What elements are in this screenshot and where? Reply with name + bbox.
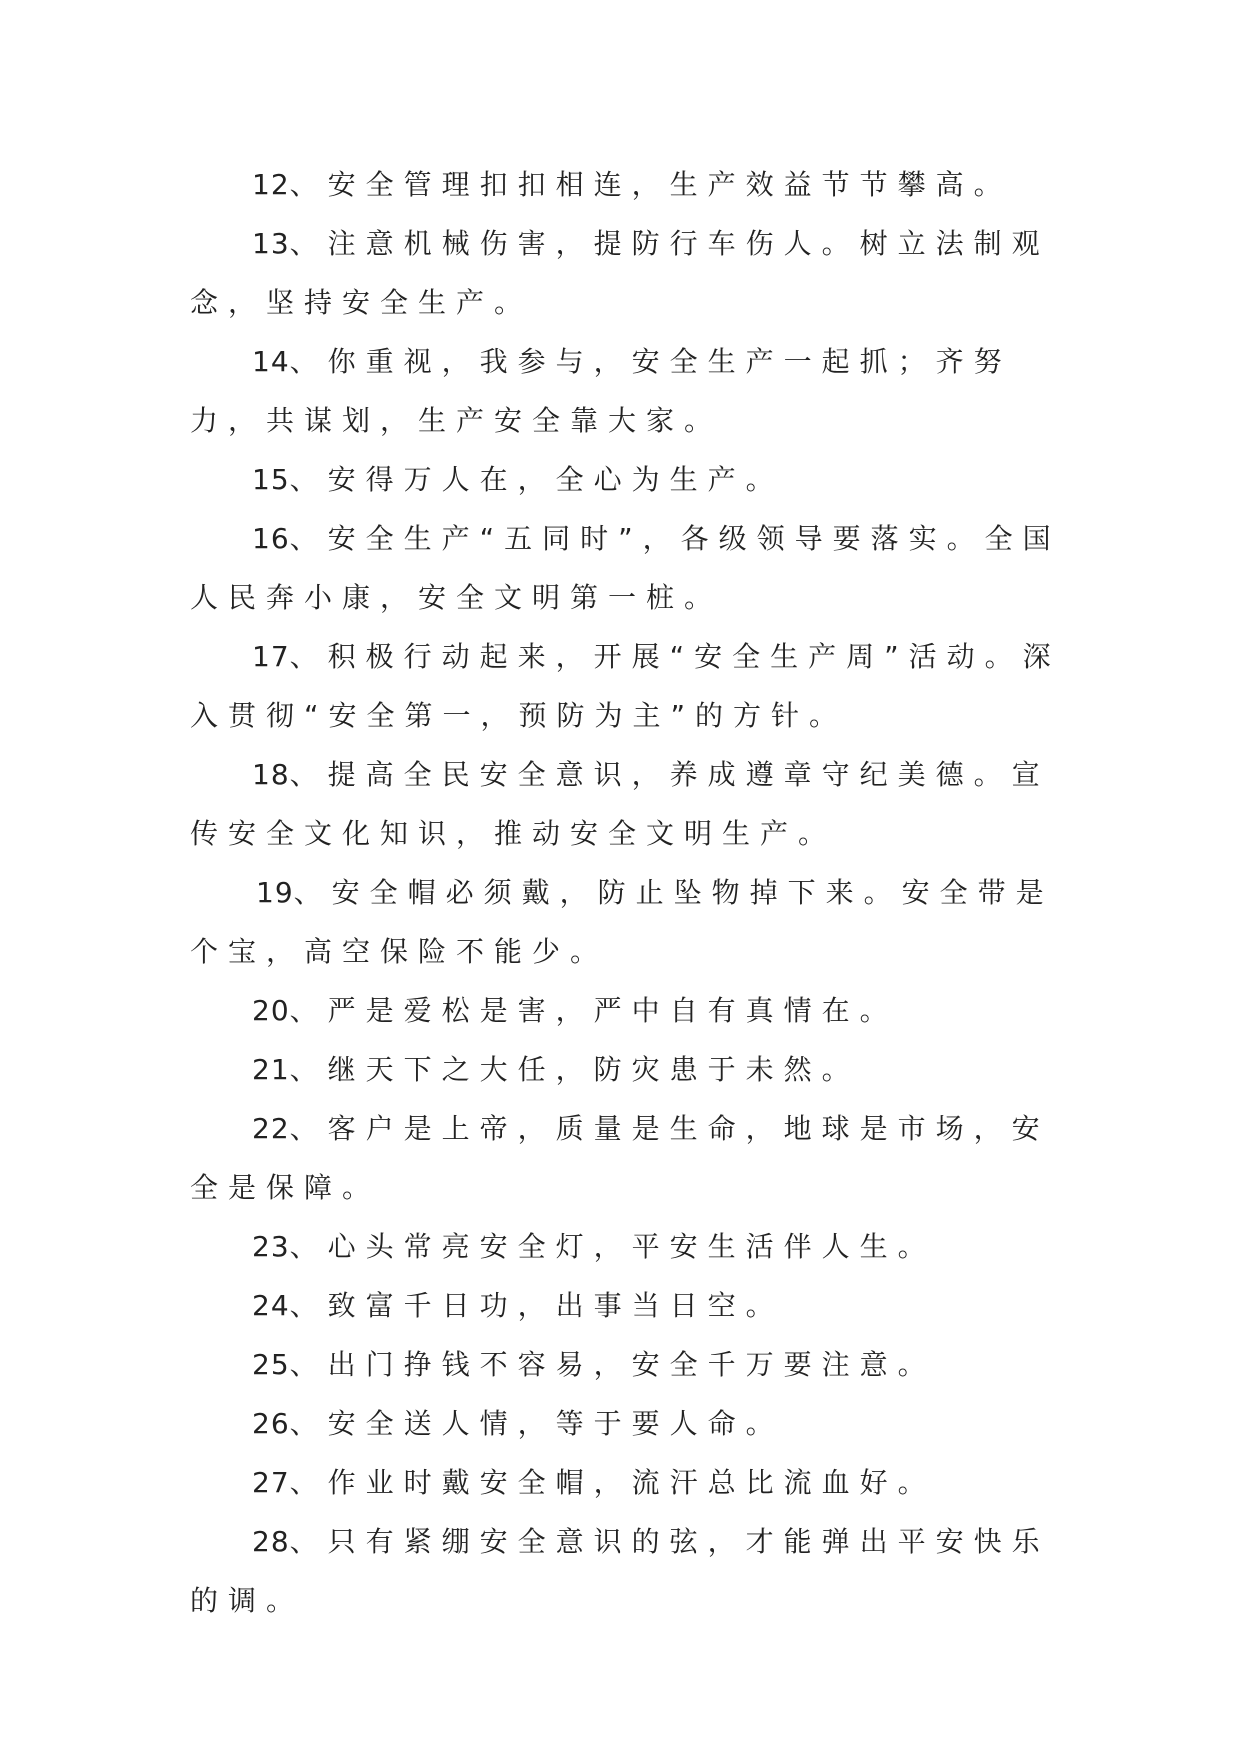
document-body (190, 155, 1070, 1630)
item-text: 、安全管理扣扣相连，生产效益节节攀高。 (289, 168, 1012, 201)
list-item (190, 509, 1070, 627)
item-text: 、只有紧绷安全意识的弦，才能弹出平安快乐的调。 (190, 1525, 1050, 1617)
item-text: 、注意机械伤害，提防行车伤人。树立法制观念，坚持安全生产。 (190, 227, 1050, 319)
item-text: 、安全生产“五同时”，各级领导要落实。全国人民奔小康，安全文明第一桩。 (190, 522, 1061, 614)
item-text: 、提高全民安全意识，养成遵章守纪美德。宣传安全文化知识，推动安全文明生产。 (190, 758, 1050, 850)
list-item (190, 155, 1070, 214)
item-number: 12 (252, 168, 290, 201)
item-number: 21 (252, 1053, 290, 1086)
item-text: 、你重视，我参与，安全生产一起抓；齐努力，共谋划，生产安全靠大家。 (190, 345, 1012, 437)
item-number: 24 (252, 1289, 290, 1322)
item-number: 28 (252, 1525, 290, 1558)
item-text: 、作业时戴安全帽，流汗总比流血好。 (289, 1466, 936, 1499)
list-item (190, 1394, 1070, 1453)
item-number: 26 (252, 1407, 290, 1440)
item-number: 19 (256, 876, 294, 909)
item-number: 20 (252, 994, 290, 1027)
list-item (190, 450, 1070, 509)
item-text: 、心头常亮安全灯，平安生活伴人生。 (289, 1230, 936, 1263)
list-item (190, 627, 1070, 745)
list-item (190, 1099, 1070, 1217)
item-text: 、积极行动起来，开展“安全生产周”活动。深入贯彻“安全第一，预防为主”的方针。 (190, 640, 1061, 732)
list-item (190, 214, 1070, 332)
item-number: 18 (252, 758, 290, 791)
item-number: 23 (252, 1230, 290, 1263)
item-text: 、客户是上帝，质量是生命，地球是市场，安全是保障。 (190, 1112, 1050, 1204)
item-number: 13 (252, 227, 290, 260)
item-text: 、严是爱松是害，严中自有真情在。 (289, 994, 898, 1027)
list-item (190, 1453, 1070, 1512)
item-text: 、致富千日功，出事当日空。 (289, 1289, 784, 1322)
item-number: 16 (252, 522, 290, 555)
item-number: 25 (252, 1348, 290, 1381)
list-item (190, 1217, 1070, 1276)
list-item (190, 745, 1070, 863)
item-number: 27 (252, 1466, 290, 1499)
item-number: 14 (252, 345, 290, 378)
item-number: 15 (252, 463, 290, 496)
list-item (190, 1040, 1070, 1099)
item-text: 、继天下之大任，防灾患于未然。 (289, 1053, 860, 1086)
item-text: 、安全帽必须戴，防止坠物掉下来。安全带是个宝，高空保险不能少。 (190, 876, 1054, 968)
list-item (190, 1335, 1070, 1394)
list-item (190, 1276, 1070, 1335)
item-text: 、出门挣钱不容易，安全千万要注意。 (289, 1348, 936, 1381)
item-number: 17 (252, 640, 290, 673)
list-item (190, 981, 1070, 1040)
list-item (190, 332, 1070, 450)
list-item (190, 863, 1070, 981)
item-number: 22 (252, 1112, 290, 1145)
item-text: 、安得万人在，全心为生产。 (289, 463, 784, 496)
item-text: 、安全送人情，等于要人命。 (289, 1407, 784, 1440)
list-item (190, 1512, 1070, 1630)
